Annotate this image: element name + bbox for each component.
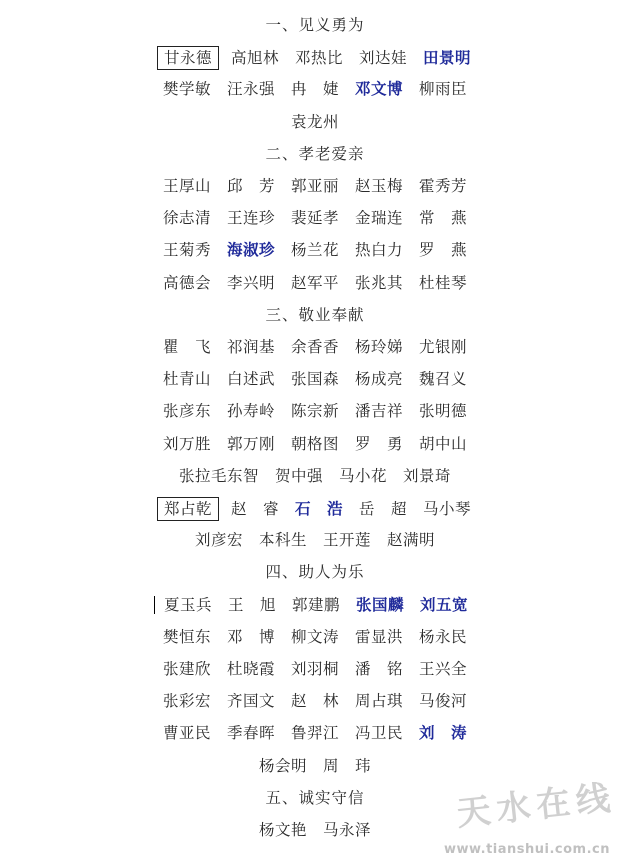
highlighted-name: 张国麟: [356, 595, 405, 614]
name-row: [0, 626, 630, 648]
honoree-name: 孙寿岭: [226, 402, 275, 421]
name-row: [0, 78, 630, 100]
honoree-name: 裴延孝: [290, 209, 339, 228]
honoree-name: 霍秀芳: [419, 177, 468, 195]
highlighted-name: 田景明: [423, 49, 472, 68]
honoree-name: 马俊河: [419, 692, 468, 711]
honoree-name: 杨兰花: [290, 241, 339, 260]
honoree-name: 赵满明: [387, 531, 436, 550]
name-row: [0, 755, 630, 777]
honoree-name: 罗 燕: [419, 241, 468, 260]
honoree-name: 岳 超: [359, 500, 408, 518]
honoree-name: 杨永民: [419, 627, 468, 646]
honoree-name: 张建欣: [162, 660, 211, 678]
honoree-name: 高德会: [162, 273, 211, 292]
honoree-name: 贺中强: [274, 466, 323, 485]
name-row: [0, 368, 630, 390]
honoree-name: 邓 博: [226, 627, 275, 646]
honoree-name: 刘万胜: [162, 434, 211, 453]
name-row: [0, 690, 630, 712]
honoree-name: 马小花: [339, 466, 388, 485]
honoree-name: 杜桂琴: [419, 273, 468, 292]
honoree-name: 郭亚丽: [290, 177, 339, 195]
honoree-name: 王厚山: [162, 177, 211, 195]
honoree-name: 杜晓霞: [226, 660, 275, 678]
honoree-name: 郭万刚: [226, 434, 275, 453]
name-row: [0, 433, 630, 455]
section-heading: 一、见义勇为: [265, 16, 365, 34]
honoree-name: 赵军平: [290, 273, 339, 292]
honoree-name: 周占琪: [355, 692, 404, 711]
selected-name: 甘永德: [157, 46, 219, 70]
name-row: [0, 336, 630, 358]
honoree-name: 雷显洪: [355, 627, 404, 646]
honoree-name: 王连珍: [226, 209, 275, 228]
honoree-name: 潘 铭: [355, 660, 404, 678]
honoree-name: 刘景琦: [403, 466, 452, 485]
honoree-name: 杜青山: [162, 370, 211, 389]
name-row: [0, 658, 630, 680]
honoree-name: 冉 婕: [290, 80, 339, 99]
honoree-name: 常 燕: [419, 209, 468, 228]
honoree-name: 本科生: [258, 531, 307, 550]
honoree-name: 邱 芳: [226, 177, 275, 195]
honoree-name: 刘彦宏: [194, 531, 243, 550]
honoree-name: 赵 林: [290, 692, 339, 711]
honoree-name: 张国森: [290, 370, 339, 389]
honoree-name: 张明德: [419, 402, 468, 421]
text-cursor: [154, 596, 155, 614]
honoree-name: 张拉毛东智: [178, 466, 259, 485]
name-row: [0, 465, 630, 487]
honoree-name: 柳雨臣: [419, 80, 468, 99]
name-row: [0, 722, 630, 744]
honoree-name: 魏召义: [419, 370, 468, 389]
name-row: [0, 497, 630, 521]
honoree-name: 徐志清: [162, 209, 211, 228]
honoree-name: 杨玲娣: [355, 338, 404, 356]
name-row: [0, 111, 630, 133]
honoree-name: 王 旭: [227, 595, 276, 614]
honoree-name: 胡中山: [419, 434, 468, 453]
selected-name: 郑占乾: [157, 497, 219, 521]
honoree-name: 鲁羿江: [290, 724, 339, 743]
honoree-name: 瞿 飞: [162, 338, 211, 356]
honoree-name: 王兴全: [419, 660, 468, 678]
highlighted-name: 刘 涛: [419, 724, 468, 743]
honoree-name: 热白力: [355, 241, 404, 260]
honoree-name: 柳文涛: [290, 627, 339, 646]
honoree-name: 赵 睿: [230, 500, 279, 518]
name-row: [0, 239, 630, 261]
honoree-name: 冯卫民: [355, 724, 404, 743]
honoree-name: 尤银刚: [419, 338, 468, 356]
honoree-name: 马小琴: [423, 500, 472, 518]
honoree-name: 余香香: [290, 338, 339, 356]
honoree-name: 杨文艳: [258, 821, 307, 839]
honoree-name: 王开莲: [323, 531, 372, 550]
honoree-name: 邓热比: [294, 49, 343, 68]
honoree-name: 袁龙州: [290, 112, 339, 131]
honoree-name: 杨成亮: [355, 370, 404, 389]
honoree-name: 潘吉祥: [355, 402, 404, 421]
site-logo-watermark: 天水在线: [454, 777, 619, 835]
honoree-name: 罗 勇: [355, 434, 404, 453]
honoree-name: 赵玉梅: [355, 177, 404, 195]
honoree-name: 陈宗新: [290, 402, 339, 421]
honoree-name: 夏玉兵: [163, 595, 212, 614]
honoree-name: 曹亚民: [162, 724, 211, 743]
name-row: [0, 594, 630, 616]
name-row: [0, 400, 630, 422]
honoree-name: 张兆其: [355, 273, 404, 292]
section-heading: 三、敬业奉献: [265, 305, 365, 324]
name-row: [0, 272, 630, 294]
highlighted-name: 石 浩: [294, 500, 343, 518]
honoree-name: 白述武: [226, 370, 275, 389]
honoree-name: 刘达娃: [359, 49, 408, 68]
honoree-name: 樊学敏: [162, 80, 211, 99]
section-heading: 五、诚实守信: [265, 788, 365, 807]
honoree-name: 汪永强: [226, 80, 275, 99]
honoree-name: 刘羽桐: [290, 660, 339, 678]
name-row: [0, 207, 630, 229]
honoree-name: 张彩宏: [162, 692, 211, 711]
honoree-name: 杨会明: [258, 756, 307, 775]
highlighted-name: 海淑珍: [226, 241, 275, 260]
honoree-name: 王菊秀: [162, 241, 211, 260]
honoree-name: 齐国文: [226, 692, 275, 711]
site-url-watermark: www.tianshui.com.cn: [443, 842, 610, 857]
section-heading: 二、孝老爱亲: [265, 144, 365, 163]
honoree-name: 金瑞连: [355, 209, 404, 228]
honoree-name: 祁润基: [226, 338, 275, 356]
honoree-name: 马永泽: [323, 821, 372, 839]
section-heading: 四、助人为乐: [265, 563, 365, 582]
name-row: [0, 46, 630, 70]
highlighted-name: 邓文博: [355, 80, 404, 99]
honoree-name: 樊恒东: [162, 627, 211, 646]
name-row: [0, 529, 630, 551]
honoree-name: 季春晖: [226, 724, 275, 743]
honoree-name: 李兴明: [226, 273, 275, 292]
honoree-name: 高旭林: [230, 49, 279, 68]
honoree-name: 周 玮: [323, 756, 372, 775]
highlighted-name: 刘五宽: [420, 595, 469, 614]
name-row: [0, 175, 630, 197]
honoree-name: 朝格图: [290, 434, 339, 453]
honoree-name: 张彦东: [162, 402, 211, 421]
honoree-name: 郭建鹏: [291, 595, 340, 614]
